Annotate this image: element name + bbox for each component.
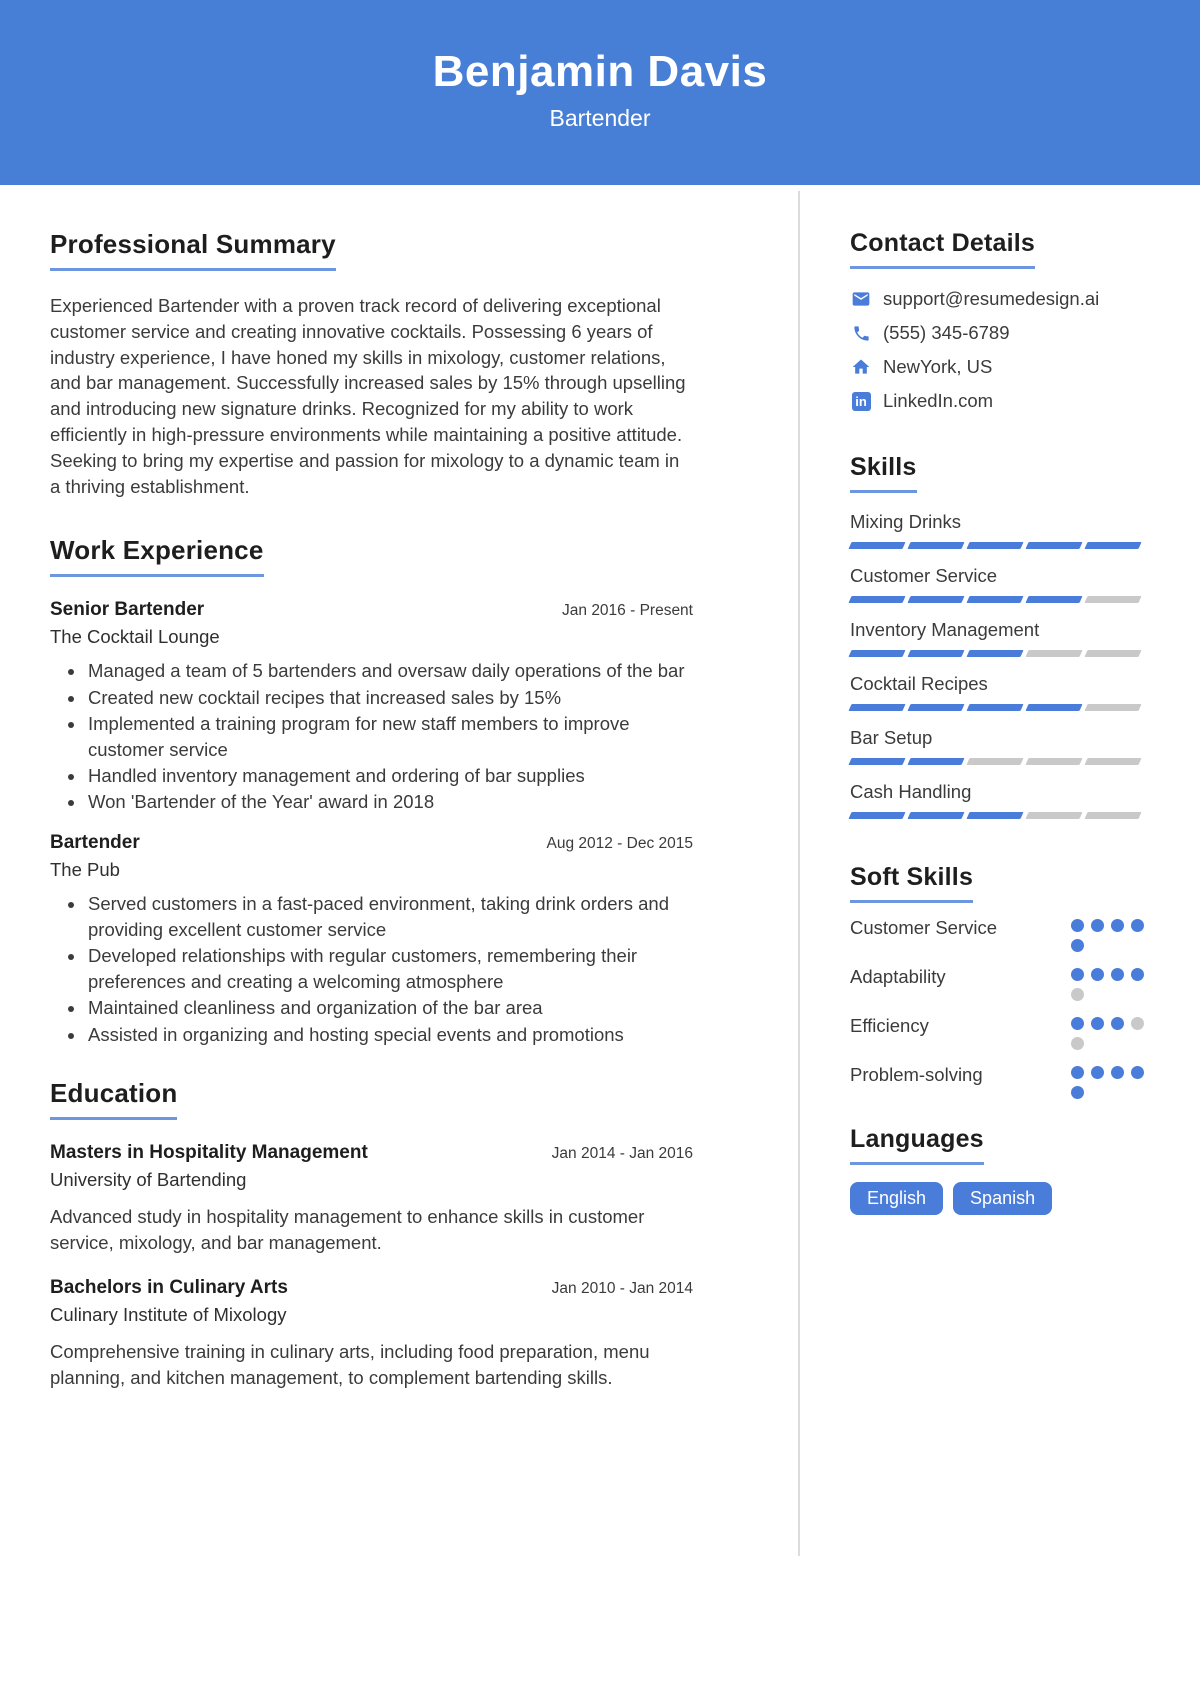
soft-skill-item [850, 1013, 1144, 1050]
job-bullet: • Created new cocktail recipes that increased sales by 15% [86, 685, 693, 711]
job-company: The Cocktail Lounge [50, 626, 220, 648]
soft-skill-dot-filled [1071, 1066, 1084, 1079]
languages-heading: Languages [850, 1125, 984, 1165]
candidate-name: Benjamin Davis [432, 47, 768, 96]
skill-segment-filled [1084, 542, 1141, 549]
job-bullet: • Implemented a training program for new staff members to improve customer service [86, 711, 693, 763]
skill-segment-filled [1025, 704, 1082, 711]
skill-item [850, 673, 1144, 711]
skill-segment-filled [966, 704, 1023, 711]
soft-skill-name: Efficiency [850, 1015, 929, 1036]
skill-segment-filled [907, 596, 964, 603]
home-icon [850, 357, 872, 377]
soft-skill-name: Customer Service [850, 917, 998, 938]
contact-list [850, 288, 1144, 412]
soft-skill-name: Problem-solving [850, 1064, 983, 1085]
degree-entry [50, 1142, 693, 1256]
main-column [50, 185, 693, 1391]
skill-segment-filled [907, 650, 964, 657]
skill-item [850, 619, 1144, 657]
skill-segment-empty [1025, 812, 1082, 819]
column-divider [798, 191, 800, 1556]
soft-skill-dot-filled [1091, 1066, 1104, 1079]
job-bullet: • Managed a team of 5 bartenders and oversaw daily operations of the bar [86, 658, 693, 684]
soft-skill-item [850, 915, 1144, 952]
soft-skill-dot-filled [1111, 919, 1124, 932]
job-bullet: • Won 'Bartender of the Year' award in 2018 [86, 789, 693, 815]
job-entry [50, 832, 693, 1048]
degree-header [50, 1277, 693, 1299]
skills-heading: Skills [850, 453, 917, 493]
skill-segment-empty [1084, 596, 1141, 603]
job-header [50, 832, 693, 854]
skill-segment-filled [848, 542, 905, 549]
soft-skill-dot-empty [1131, 1017, 1144, 1030]
skill-segment-filled [848, 650, 905, 657]
skill-segment-empty [1084, 650, 1141, 657]
phone-icon [850, 323, 872, 343]
skill-segment-filled [848, 758, 905, 765]
contact-text: NewYork, US [883, 356, 993, 377]
language-badge: English [850, 1182, 943, 1215]
skill-segment-empty [1084, 704, 1141, 711]
job-entry [50, 599, 693, 815]
skill-segment-filled [907, 704, 964, 711]
skill-name: Mixing Drinks [850, 511, 962, 532]
contact-item [850, 356, 1144, 378]
skill-name: Customer Service [850, 565, 998, 586]
skill-level-bar [850, 758, 1144, 765]
job-bullet-list [50, 658, 693, 815]
degree-list [50, 1142, 693, 1391]
skill-segment-empty [1025, 758, 1082, 765]
skill-level-bar [850, 542, 1144, 549]
soft-skill-item [850, 964, 1144, 1001]
soft-skills-heading: Soft Skills [850, 863, 973, 903]
degree-description: Comprehensive training in culinary arts, including food preparation, menu planning, and kitchen management, to complement bartending skills. [50, 1341, 650, 1389]
degree-title: Bachelors in Culinary Arts [50, 1277, 288, 1299]
job-title: Bartender [50, 831, 140, 853]
soft-skill-item [850, 1062, 1144, 1099]
skill-segment-filled [907, 758, 964, 765]
soft-skill-dots [1071, 919, 1144, 952]
skill-level-bar [850, 704, 1144, 711]
degree-school: University of Bartending [50, 1168, 247, 1190]
skill-segment-filled [966, 650, 1023, 657]
skill-segment-filled [966, 812, 1023, 819]
soft-skills-section [850, 819, 1144, 1099]
content-area [0, 185, 1200, 1556]
degree-dates: Jan 2014 - Jan 2016 [551, 1144, 693, 1162]
soft-skill-dot-filled [1111, 1017, 1124, 1030]
summary-section [50, 185, 693, 499]
degree-dates: Jan 2010 - Jan 2014 [551, 1280, 693, 1298]
skill-segment-filled [1025, 596, 1082, 603]
soft-skill-dot-empty [1071, 1037, 1084, 1050]
contact-item [850, 322, 1144, 344]
skills-section [850, 412, 1144, 819]
skill-segment-filled [966, 542, 1023, 549]
skill-segment-empty [966, 758, 1023, 765]
skill-segment-filled [848, 812, 905, 819]
skill-item [850, 727, 1144, 765]
skill-name: Cash Handling [850, 781, 972, 802]
skill-segment-filled [966, 596, 1023, 603]
summary-heading: Professional Summary [50, 229, 336, 271]
experience-heading: Work Experience [50, 535, 264, 577]
sidebar-column [850, 185, 1144, 1215]
soft-skill-dot-filled [1131, 1066, 1144, 1079]
skill-level-bar [850, 812, 1144, 819]
skill-level-bar [850, 596, 1144, 603]
contact-item [850, 288, 1144, 310]
contact-text: (555) 345-6789 [883, 322, 1010, 343]
job-header [50, 599, 693, 621]
contact-section [850, 185, 1144, 412]
job-dates: Aug 2012 - Dec 2015 [546, 834, 693, 852]
skill-segment-empty [1025, 650, 1082, 657]
linkedin-icon: in [850, 391, 872, 411]
job-bullet-list [50, 891, 693, 1048]
language-badge-list [850, 1182, 1144, 1215]
job-bullet: • Handled inventory management and ordering of bar supplies [86, 763, 693, 789]
email-icon [850, 289, 872, 309]
job-bullet: • Developed relationships with regular customers, remembering their preferences and creating a welcoming atmosphere [86, 943, 693, 995]
candidate-job-title: Bartender [549, 105, 651, 131]
skill-segment-empty [1084, 812, 1141, 819]
skill-item [850, 781, 1144, 819]
soft-skill-dots [1071, 1017, 1144, 1050]
job-bullet: • Maintained cleanliness and organization of the bar area [86, 995, 693, 1021]
soft-skill-name: Adaptability [850, 966, 946, 987]
skill-level-bar [850, 650, 1144, 657]
skill-name: Cocktail Recipes [850, 673, 988, 694]
soft-skill-dot-filled [1071, 968, 1084, 981]
header-banner [0, 0, 1200, 185]
job-dates: Jan 2016 - Present [562, 602, 693, 620]
skills-list [850, 511, 1144, 819]
contact-item [850, 390, 1144, 412]
job-bullet: • Assisted in organizing and hosting special events and promotions [86, 1022, 693, 1048]
contact-heading: Contact Details [850, 229, 1035, 269]
degree-school: Culinary Institute of Mixology [50, 1304, 287, 1326]
soft-skill-dot-empty [1071, 988, 1084, 1001]
skill-name: Bar Setup [850, 727, 933, 748]
language-badge: Spanish [953, 1182, 1052, 1215]
soft-skill-dot-filled [1071, 1086, 1084, 1099]
job-bullet: • Served customers in a fast-paced environment, taking drink orders and providing excellent customer service [86, 891, 693, 943]
soft-skill-dot-filled [1071, 1017, 1084, 1030]
soft-skills-list [850, 915, 1144, 1099]
contact-text: LinkedIn.com [883, 390, 994, 411]
degree-title: Masters in Hospitality Management [50, 1141, 368, 1163]
skill-segment-filled [907, 812, 964, 819]
soft-skill-dot-filled [1091, 968, 1104, 981]
skill-segment-filled [848, 704, 905, 711]
degree-header [50, 1142, 693, 1164]
job-title: Senior Bartender [50, 599, 205, 621]
soft-skill-dots [1071, 1066, 1144, 1099]
job-company: The Pub [50, 858, 120, 880]
contact-text: support@resumedesign.ai [883, 288, 1100, 309]
summary-text: Experienced Bartender with a proven track record of delivering exceptional customer service and creating innovative cocktails. Possessing 6 years of industry experience, I have honed my skills in mixology, customer relations, and bar management. Successfully increased sales by 15% through upselling and introducing new signature drinks. Recognized for my ability to work efficiently in high-pressure environments while maintaining a positive attitude. Seeking to bring my expertise and passion for mixology to a dynamic team in a thriving establishment. [50, 295, 686, 497]
languages-section [850, 1099, 1144, 1215]
soft-skill-dot-filled [1091, 919, 1104, 932]
job-list [50, 599, 693, 1047]
skill-segment-filled [907, 542, 964, 549]
skill-item [850, 511, 1144, 549]
soft-skill-dot-filled [1111, 1066, 1124, 1079]
soft-skill-dot-filled [1111, 968, 1124, 981]
skill-segment-filled [848, 596, 905, 603]
degree-description: Advanced study in hospitality management to enhance skills in customer service, mixology, and bar management. [50, 1205, 645, 1253]
soft-skill-dot-filled [1131, 919, 1144, 932]
soft-skill-dot-filled [1071, 939, 1084, 952]
education-section [50, 1048, 693, 1391]
skill-item [850, 565, 1144, 603]
experience-section [50, 499, 693, 1047]
soft-skill-dot-filled [1091, 1017, 1104, 1030]
skill-name: Inventory Management [850, 619, 1040, 640]
soft-skill-dots [1071, 968, 1144, 1001]
skill-segment-filled [1025, 542, 1082, 549]
soft-skill-dot-filled [1071, 919, 1084, 932]
education-heading: Education [50, 1078, 177, 1120]
degree-entry [50, 1277, 693, 1391]
soft-skill-dot-filled [1131, 968, 1144, 981]
skill-segment-empty [1084, 758, 1141, 765]
